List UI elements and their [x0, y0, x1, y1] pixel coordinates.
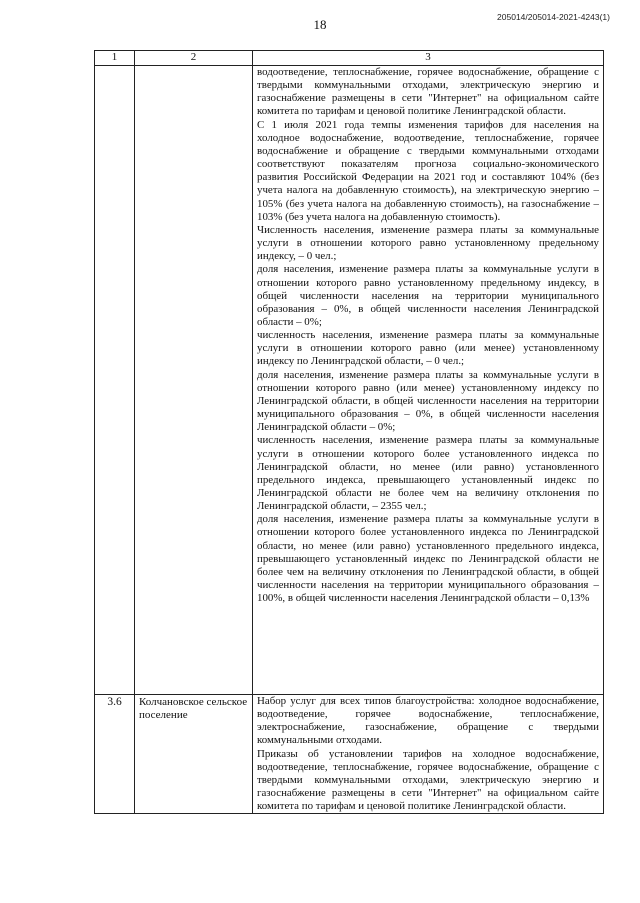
document-id: 205014/205014-2021-4243(1) [497, 12, 610, 22]
paragraph: доля населения, изменение размера платы за коммунальные услуги в отношении которого более установленного индекса по Ленинградской области, но менее (или равно) установленного предельного индекса, превышающего установленный индекс по Ленинградской области не более чем на величину отклонения по Ленинградской области, в общей численности населения на территории муниципального образования – 100%, в общей численности населения Ленинградской области – 0,13% [257, 513, 599, 605]
paragraph: Приказы об установлении тарифов на холодное водоснабжение, водоотведение, теплоснабжение, горячее водоснабжение, обращение с твердыми коммунальными отходами, электрическую энергию и газоснабжение размещены в сети "Интернет" на официальном сайте комитета по тарифам и ценовой политике Ленинградской области. [257, 747, 599, 813]
row-description [253, 695, 604, 814]
row-number: 3.6 [95, 695, 135, 814]
table-row [95, 695, 604, 814]
table-row [95, 66, 604, 695]
paragraph: численность населения, изменение размера платы за коммунальные услуги в отношении которого равно (или менее) установленному индексу по Ленинградской области, – 0 чел.; [257, 329, 599, 368]
paragraph: численность населения, изменение размера платы за коммунальные услуги в отношении которого более установленного индекса по Ленинградской области, но менее (или равно) установленного предельного индекса, превышающего установленный индекс по Ленинградской области не более чем на величину отклонения по Ленинградской области, – 2355 чел.; [257, 434, 599, 513]
table-header-row [95, 51, 604, 66]
column-header: 2 [135, 51, 253, 66]
paragraph: Набор услуг для всех типов благоустройства: холодное водоснабжение, водоотведение, горячее водоснабжение, теплоснабжение, электроснабжение, газоснабжение, обращение с твердыми коммунальными отходами. [257, 695, 599, 747]
paragraph: водоотведение, теплоснабжение, горячее водоснабжение, обращение с твердыми коммунальными отходами, электрическую энергию и газоснабжение размещены в сети "Интернет" на официальном сайте комитета по тарифам и ценовой политике Ленинградской области. [257, 66, 599, 118]
column-header: 1 [95, 51, 135, 66]
tariff-table [94, 50, 604, 814]
paragraph: доля населения, изменение размера платы за коммунальные услуги в отношении которого равно установленному предельному индексу, в общей численности населения на территории муниципального образования – 0%, в общей численности населения Ленинградской области – 0%; [257, 263, 599, 328]
paragraph: Численность населения, изменение размера платы за коммунальные услуги в отношении которого равно установленному предельному индексу, – 0 чел.; [257, 223, 599, 263]
municipality-name [135, 66, 253, 695]
paragraph: С 1 июля 2021 года темпы изменения тарифов для населения на холодное водоснабжение, водоотведение, теплоснабжение, горячее водоснабжение и обращение с твердыми коммунальными отходами соответствуют показателям прогноза социально-экономического развития Российской Федерации на 2021 год и составляют 104% (без учета налога на добавленную стоимость), на электрическую энергию – 105% (без учета налога на добавленную стоимость), на газоснабжение – 103% (без учета налога на добавленную стоимость). [257, 118, 599, 223]
row-description [253, 66, 604, 695]
page-number: 18 [313, 17, 327, 32]
paragraph: доля населения, изменение размера платы за коммунальные услуги в отношении которого равно (или менее) установленному индексу по Ленинградской области, в общей численности населения на территории муниципального образования – 0%, в общей численности населения Ленинградской области – 0%; [257, 368, 599, 434]
row-number [95, 66, 135, 695]
column-header: 3 [253, 51, 604, 66]
municipality-name: Колчановское сельское поселение [135, 695, 253, 814]
